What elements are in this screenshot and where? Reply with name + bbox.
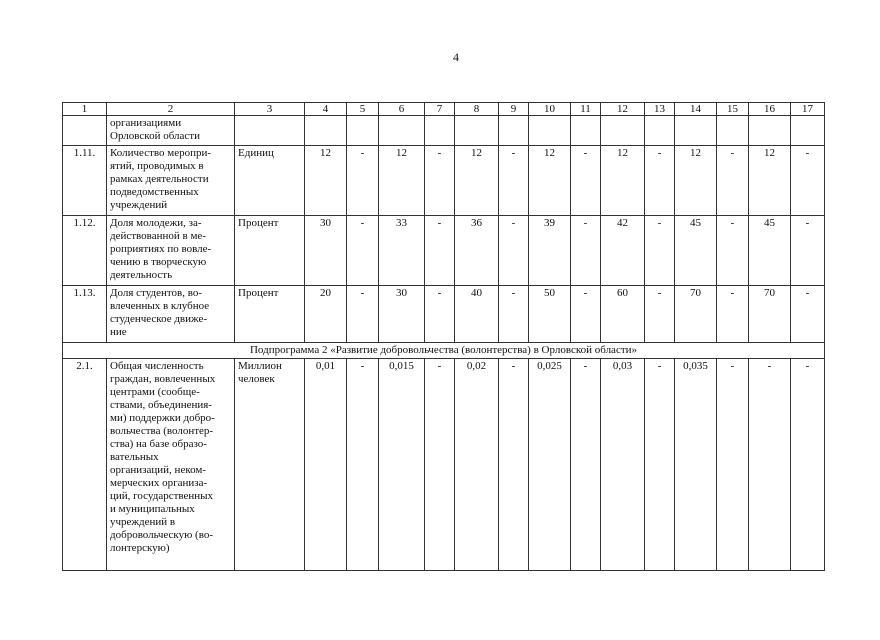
value-cell: 20 [305,286,347,343]
unit-cell: Процент [235,216,305,286]
column-header: 17 [791,103,825,116]
value-cell: 30 [305,216,347,286]
row-number: 2.1. [63,359,107,571]
value-cell: - [717,286,749,343]
row-number: 1.13. [63,286,107,343]
row-number: 1.12. [63,216,107,286]
value-cell: - [425,216,455,286]
column-header: 9 [499,103,529,116]
value-cell: - [499,286,529,343]
column-header: 11 [571,103,601,116]
column-header: 16 [749,103,791,116]
value-cell: - [425,359,455,571]
value-cell: - [499,359,529,571]
column-header: 10 [529,103,571,116]
value-cell: - [791,286,825,343]
unit-cell: Процент [235,286,305,343]
value-cell: 0,03 [601,359,645,571]
column-header: 7 [425,103,455,116]
value-cell: 12 [675,146,717,216]
column-header: 2 [107,103,235,116]
unit-cell: Миллион человек [235,359,305,571]
value-cell: - [791,146,825,216]
value-cell: - [571,286,601,343]
value-cell: - [717,216,749,286]
value-cell: - [791,216,825,286]
indicator-name: Доля студентов, во- влеченных в клубное студенческое движе- ние [107,286,235,343]
value-cell: 33 [379,216,425,286]
value-cell: - [571,146,601,216]
value-cell: - [425,146,455,216]
value-cell: - [347,286,379,343]
column-header: 12 [601,103,645,116]
value-cell: 40 [455,286,499,343]
value-cell: 12 [379,146,425,216]
value-cell: 45 [749,216,791,286]
column-header: 13 [645,103,675,116]
value-cell: - [749,359,791,571]
indicators-table [62,102,825,571]
value-cell: 36 [455,216,499,286]
value-cell: 50 [529,286,571,343]
value-cell: 12 [601,146,645,216]
value-cell: 60 [601,286,645,343]
column-header: 15 [717,103,749,116]
value-cell: 42 [601,216,645,286]
value-cell: - [717,359,749,571]
value-cell: 0,01 [305,359,347,571]
value-cell: - [347,146,379,216]
value-cell: - [347,216,379,286]
indicator-name: Количество меропри- ятий, проводимых в рамках деятельности подведомственных учреждений [107,146,235,216]
table-row [63,216,825,286]
value-cell: - [645,146,675,216]
column-header: 6 [379,103,425,116]
column-header: 8 [455,103,499,116]
table-row [63,146,825,216]
indicator-name: Общая численность граждан, вовлеченных центрами (сообще- ствами, объединения- ми) поддержки добро- вольчества (волонтер- ства) на базе образо- вательных организаций, неком- мерческих организа- ций, государственных и муниципальных учреждений в добровольческую (во- лонтерскую) [107,359,235,571]
value-cell: - [645,216,675,286]
column-header: 4 [305,103,347,116]
value-cell: - [645,359,675,571]
page-number: 4 [453,50,459,64]
subprogram-title: Подпрограмма 2 «Развитие добровольчества (волонтерства) в Орловской области» [63,343,825,359]
table-row [63,286,825,343]
value-cell: - [425,286,455,343]
row-number: 1.11. [63,146,107,216]
value-cell: 39 [529,216,571,286]
value-cell: 12 [529,146,571,216]
value-cell: - [499,146,529,216]
table-row [63,359,825,571]
value-cell: - [791,359,825,571]
subprogram-row [63,343,825,359]
value-cell: 0,015 [379,359,425,571]
column-header: 1 [63,103,107,116]
value-cell: 0,035 [675,359,717,571]
column-header: 3 [235,103,305,116]
value-cell: 0,02 [455,359,499,571]
continuation-row [63,116,825,146]
value-cell: 12 [305,146,347,216]
value-cell: 70 [749,286,791,343]
value-cell: 12 [749,146,791,216]
column-number-header-row [63,103,825,116]
value-cell: 12 [455,146,499,216]
value-cell: - [645,286,675,343]
value-cell: - [571,359,601,571]
column-header: 14 [675,103,717,116]
value-cell: 30 [379,286,425,343]
value-cell: 45 [675,216,717,286]
value-cell: - [717,146,749,216]
indicator-name-continuation: организациями Орловской области [107,116,235,146]
value-cell: - [571,216,601,286]
value-cell: 0,025 [529,359,571,571]
value-cell: - [347,359,379,571]
value-cell: - [499,216,529,286]
value-cell: 70 [675,286,717,343]
indicator-name: Доля молодежи, за- действованной в ме- роприятиях по вовле- чению в творческую деятельность [107,216,235,286]
unit-cell: Единиц [235,146,305,216]
column-header: 5 [347,103,379,116]
